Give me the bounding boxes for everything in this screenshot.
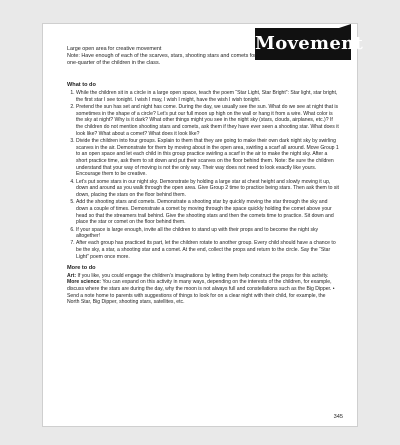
step-item: 5. Add the shooting stars and comets. Demonstrate a shooting star by quickly moving the star through the sky and down a couple of times. Demonstrate a comet by moving through the space quickly holding the comet above your head so that the streamers trail behind. Give the shooting stars and then the comets time to practice. Sit down and place the star or comet on the floor behind them. [76, 199, 339, 226]
what-to-do-heading: What to do [67, 82, 96, 88]
book-page [42, 23, 364, 427]
step-item: 6. If your space is large enough, invite all the children to stand up with their props and to become the night sky altogether! [76, 227, 339, 240]
section-title: Movement [255, 33, 364, 54]
step-item: 2. Pretend the sun has set and night has come. During the day, we usually see the sun. What do we see at night that is sometimes in the shape of a circle? Let’s put our full moon up high on the wall or hang it from a wire. What color is the sky at night? Why is it dark? What other things might you see in the night sky (stars, clouds, airplanes, etc.)? If the children do not mention shooting stars and comets, ask them if they have ever seen a shooting star. What does it look like? What about a comet? What does it look like? [76, 104, 339, 138]
art-paragraph [67, 273, 339, 280]
materials-note [67, 46, 257, 67]
section-banner [255, 28, 364, 60]
more-to-do-heading: More to do [67, 264, 96, 271]
art-text: If you like, you could engage the children’s imaginations by letting them help construct the props for this activity. [77, 272, 329, 279]
step-item: 1. While the children sit in a circle in a large open space, teach the poem “Star Light, Star Bright”: Star light, star bright, the first star I see tonight. I wish I may, I wish I might, have the wish I wish tonight. [76, 90, 339, 103]
activity-content [67, 82, 339, 306]
step-item: 3. Divide the children into four groups. Explain to them that they are going to make their own dark night sky by swirling scarves in the air. Demonstrate for them by moving about in the open area, swirling a scarf all around. Move Group 1 to an open space and let each child in this group practice swirling a scarf in the air to make the night sky. After a short practice time, ask them to sit down and put their scarves on the floor behind them. Note: Be sure the children understand that your way of moving is not the only way. Their way does not need to look exactly like yours. Encourage them to be creative. [76, 138, 339, 178]
materials-line: Large open area for creative movement [67, 46, 162, 52]
science-text: You can expand on this activity in many ways, depending on the interests of the children, for example, discuss where the stars are during the day, why the moon is not always full and constellations such as the Big Dipper. • Send a note home to parents with suggestions of things to look for on a clear night with their child, for example, the North Star, Big Dipper, shooting stars, satellites, etc. [67, 279, 335, 306]
note-line: Note: Have enough of each of the scarves, stars, shooting stars and comets for one-quarter of the children in the class. [67, 53, 257, 66]
page-number: 345 [333, 414, 343, 420]
art-label: Art: [67, 272, 77, 279]
science-label: More science: [67, 279, 101, 286]
step-item: 7. After each group has practiced its part, let the children rotate to another group. Every child should have a chance to be the sky, a star, a shooting star and a comet. At the end, collect the props and return to the circle. Say the “Star Light” poem once more. [76, 240, 339, 260]
step-item: 4. Let’s put some stars in our night sky. Demonstrate by holding a large star at chest height and slowly moving it up, down and around as you walk through the open area. Give Group 2 time to practice being stars. Then ask them to sit down, placing the stars on the floor behind them. [76, 179, 339, 199]
steps-list [67, 90, 339, 261]
science-paragraph [67, 279, 339, 306]
more-to-do-section [67, 265, 339, 307]
